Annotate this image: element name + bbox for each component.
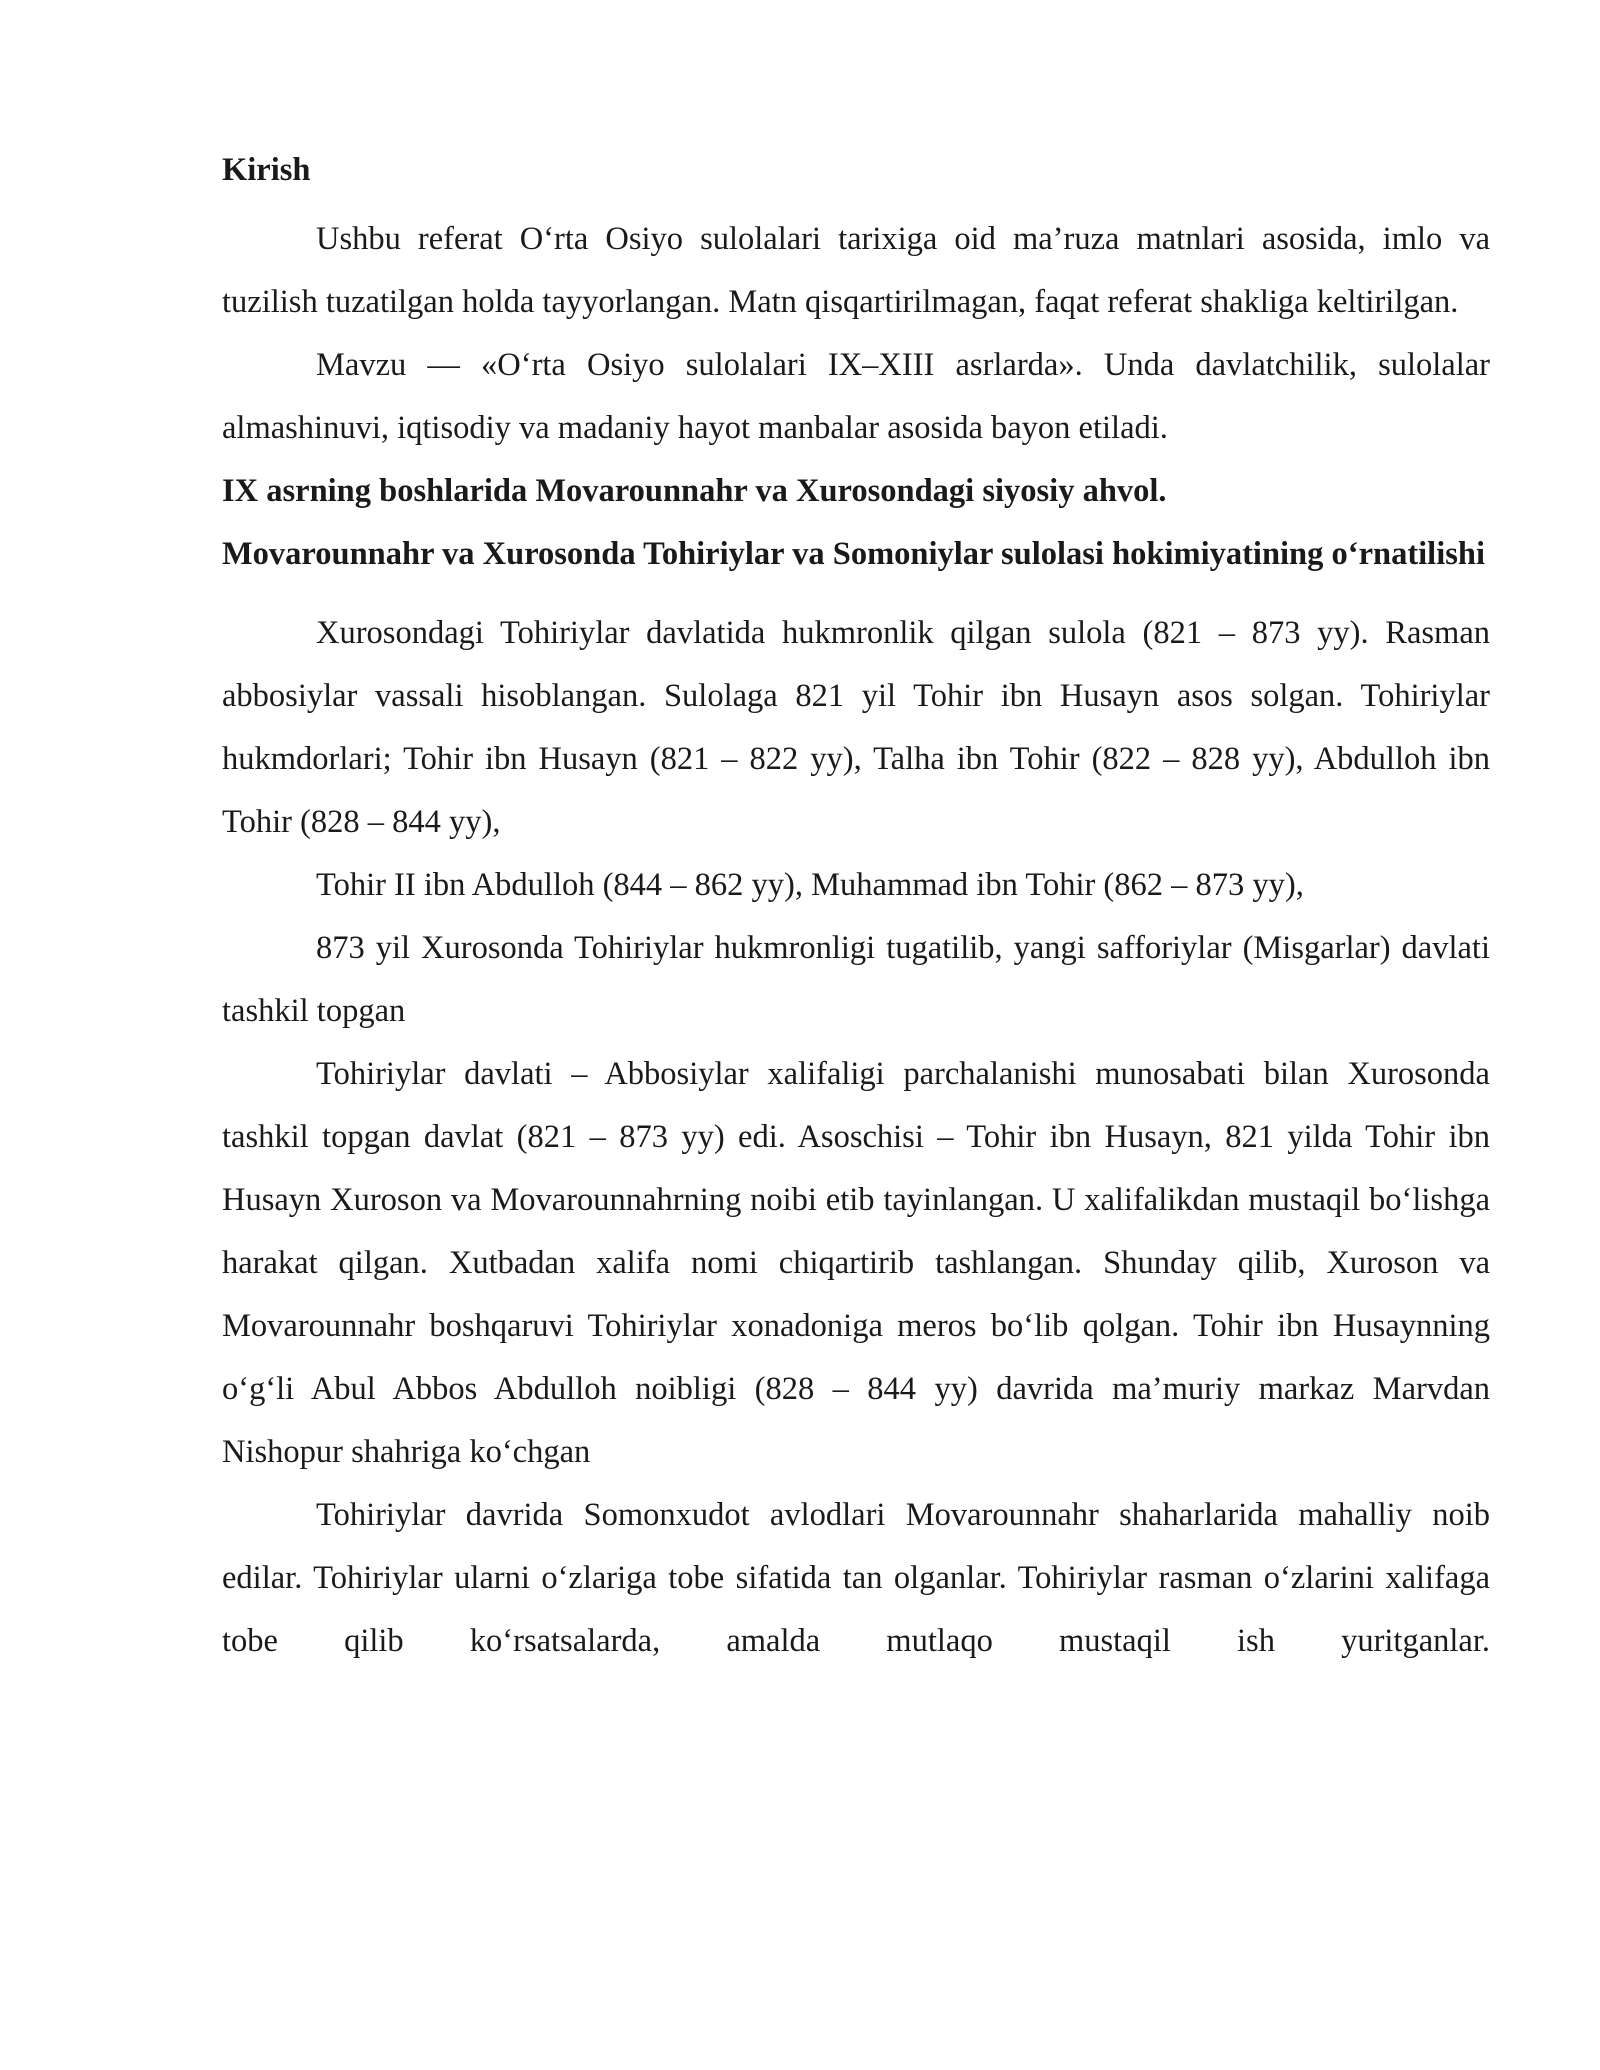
intro-paragraph-1: Ushbu referat O‘rta Osiyo sulolalari tarixiga oid ma’ruza matnlari asosida, imlo va tuzilish tuzatilgan holda tayyorlangan. Matn qisqartirilmagan, faqat referat shakliga keltirilgan. [222, 221, 1490, 320]
body-paragraph-3: 873 yil Xurosonda Tohiriylar hukmronligi tugatilib, yangi safforiylar (Misgarlar) davlati tashkil topgan [222, 930, 1490, 1029]
body-paragraph-4: Tohiriylar davlati – Abbosiylar xalifaligi parchalanishi munosabati bilan Xurosonda tashkil topgan davlat (821 – 873 yy) edi. Asoschisi – Tohir ibn Husayn, 821 yilda Tohir ibn Husayn Xuroson va Movarounnahrning noibi etib tayinlangan. U xalifalikdan mustaqil bo‘lishga harakat qilgan. Xutbadan xalifa nomi chiqartirib tashlangan. Shunday qilib, Xuroson va Movarounnahr boshqaruvi Tohiriylar xonadoniga meros bo‘lib qolgan. Tohir ibn Husaynning o‘g‘li Abul Abbos Abdulloh noibligi (828 – 844 yy) davrida ma’muriy markaz Marvdan Nishopur shahriga ko‘chgan [222, 1056, 1490, 1470]
body-paragraph-1: Xurosondagi Tohiriylar davlatida hukmronlik qilgan sulola (821 – 873 yy). Rasman abbosiylar vassali hisoblangan. Sulolaga 821 yil Tohir ibn Husayn asos solgan. Tohiriylar hukmdorlari; Tohir ibn Husayn (821 – 822 yy), Talha ibn Tohir (822 – 828 yy), Abdulloh ibn Tohir (828 – 844 yy), [222, 615, 1490, 840]
body-paragraph-5: Tohiriylar davrida Somonxudot avlodlari Movarounnahr shaharlarida mahalliy noib edilar. Tohiriylar ularni o‘zlariga tobe sifatida tan olganlar. Tohiriylar rasman o‘zlarini xalifaga tobe qilib ko‘rsatsalarda, amalda mutlaqo mustaqil ish yuritganlar. [222, 1497, 1490, 1659]
document-page [222, 150, 1490, 1673]
heading-intro: Kirish [222, 152, 311, 188]
intro-paragraph-2: Mavzu — «O‘rta Osiyo sulolalari IX–XIII asrlarda». Unda davlatchilik, sulolalar almashinuvi, iqtisodiy va madaniy hayot manbalar asosida bayon etiladi. [222, 347, 1490, 446]
subsection-heading: Movarounnahr va Xurosonda Tohiriylar va Somoniylar sulolasi hokimiyatining o‘rnatilishi [222, 536, 1485, 572]
body-paragraph-2: Tohir II ibn Abdulloh (844 – 862 yy), Muhammad ibn Tohir (862 – 873 yy), [316, 867, 1304, 903]
section-heading: IX asrning boshlarida Movarounnahr va Xurosondagi siyosiy ahvol. [222, 473, 1167, 509]
